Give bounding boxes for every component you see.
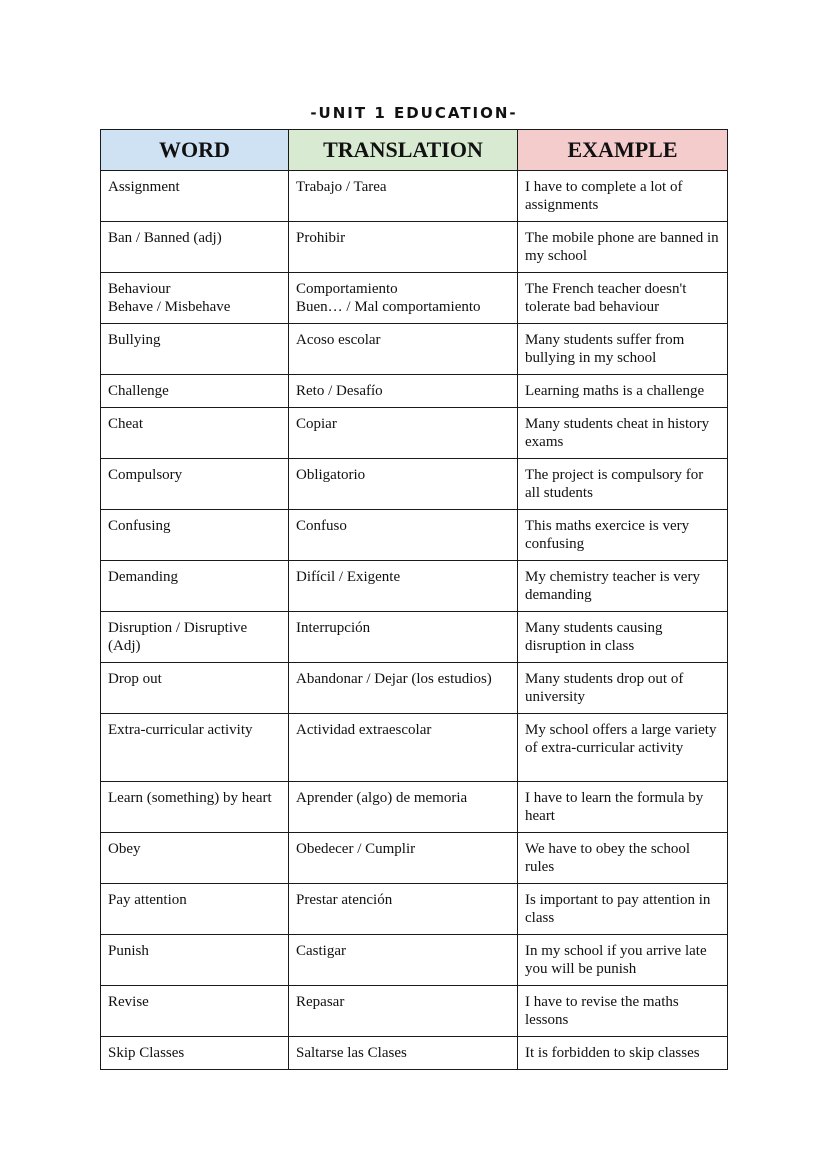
example-cell: Many students suffer from bullying in my school: [518, 324, 728, 375]
word-line: Behaviour: [108, 281, 171, 297]
example-cell: The French teacher doesn't tolerate bad behaviour: [518, 273, 728, 324]
table-row: [101, 408, 728, 459]
example-cell: Many students cheat in history exams: [518, 408, 728, 459]
word-cell: Compulsory: [101, 459, 289, 510]
example-cell: This maths exercice is very confusing: [518, 510, 728, 561]
table-row: [101, 884, 728, 935]
example-cell: My school offers a large variety of extra-curricular activity: [518, 714, 728, 782]
translation-cell: Saltarse las Clases: [289, 1037, 518, 1070]
table-row: [101, 714, 728, 782]
table-row: [101, 561, 728, 612]
table-row: [101, 782, 728, 833]
word-line: Behave / Misbehave: [108, 298, 231, 315]
example-cell: It is forbidden to skip classes: [518, 1037, 728, 1070]
table-row: [101, 1037, 728, 1070]
translation-cell: Repasar: [289, 986, 518, 1037]
word-cell: [101, 273, 289, 324]
translation-cell: Aprender (algo) de memoria: [289, 782, 518, 833]
translation-cell: [289, 273, 518, 324]
example-cell: Many students drop out of university: [518, 663, 728, 714]
word-cell: Demanding: [101, 561, 289, 612]
table-header-row: [101, 130, 728, 171]
example-cell: I have to learn the formula by heart: [518, 782, 728, 833]
translation-cell: Castigar: [289, 935, 518, 986]
example-cell: The project is compulsory for all students: [518, 459, 728, 510]
table-row: [101, 459, 728, 510]
word-cell: Cheat: [101, 408, 289, 459]
translation-cell: Prohibir: [289, 222, 518, 273]
translation-cell: Acoso escolar: [289, 324, 518, 375]
word-cell: Pay attention: [101, 884, 289, 935]
word-cell: Disruption / Disruptive (Adj): [101, 612, 289, 663]
table-row: [101, 273, 728, 324]
word-cell: Confusing: [101, 510, 289, 561]
translation-line: Comportamiento: [296, 281, 398, 297]
translation-cell: Obedecer / Cumplir: [289, 833, 518, 884]
word-cell: Learn (something) by heart: [101, 782, 289, 833]
word-cell: Bullying: [101, 324, 289, 375]
table-row: [101, 510, 728, 561]
header-translation: TRANSLATION: [289, 130, 518, 171]
word-cell: Drop out: [101, 663, 289, 714]
header-word: WORD: [101, 130, 289, 171]
example-cell: I have to complete a lot of assignments: [518, 171, 728, 222]
example-cell: In my school if you arrive late you will be punish: [518, 935, 728, 986]
word-cell: Punish: [101, 935, 289, 986]
translation-cell: Reto / Desafío: [289, 375, 518, 408]
example-cell: Is important to pay attention in class: [518, 884, 728, 935]
translation-line: Buen… / Mal comportamiento: [296, 298, 481, 315]
translation-cell: Difícil / Exigente: [289, 561, 518, 612]
vocabulary-table: [100, 129, 728, 1070]
table-row: [101, 222, 728, 273]
example-cell: We have to obey the school rules: [518, 833, 728, 884]
word-cell: Skip Classes: [101, 1037, 289, 1070]
translation-cell: Trabajo / Tarea: [289, 171, 518, 222]
translation-cell: Abandonar / Dejar (los estudios): [289, 663, 518, 714]
word-cell: Revise: [101, 986, 289, 1037]
translation-cell: Obligatorio: [289, 459, 518, 510]
page-title: -UNIT 1 EDUCATION-: [310, 104, 518, 122]
example-cell: The mobile phone are banned in my school: [518, 222, 728, 273]
table-row: [101, 171, 728, 222]
word-cell: Assignment: [101, 171, 289, 222]
word-cell: Ban / Banned (adj): [101, 222, 289, 273]
example-cell: I have to revise the maths lessons: [518, 986, 728, 1037]
example-cell: Learning maths is a challenge: [518, 375, 728, 408]
table-row: [101, 833, 728, 884]
translation-cell: Confuso: [289, 510, 518, 561]
word-cell: Extra-curricular activity: [101, 714, 289, 782]
translation-cell: Prestar atención: [289, 884, 518, 935]
table-row: [101, 612, 728, 663]
translation-cell: Interrupción: [289, 612, 518, 663]
example-cell: My chemistry teacher is very demanding: [518, 561, 728, 612]
table-row: [101, 935, 728, 986]
table-row: [101, 986, 728, 1037]
translation-cell: Actividad extraescolar: [289, 714, 518, 782]
translation-cell: Copiar: [289, 408, 518, 459]
header-example: EXAMPLE: [518, 130, 728, 171]
word-cell: Challenge: [101, 375, 289, 408]
example-cell: Many students causing disruption in class: [518, 612, 728, 663]
word-cell: Obey: [101, 833, 289, 884]
table-row: [101, 324, 728, 375]
table-row: [101, 375, 728, 408]
table-row: [101, 663, 728, 714]
